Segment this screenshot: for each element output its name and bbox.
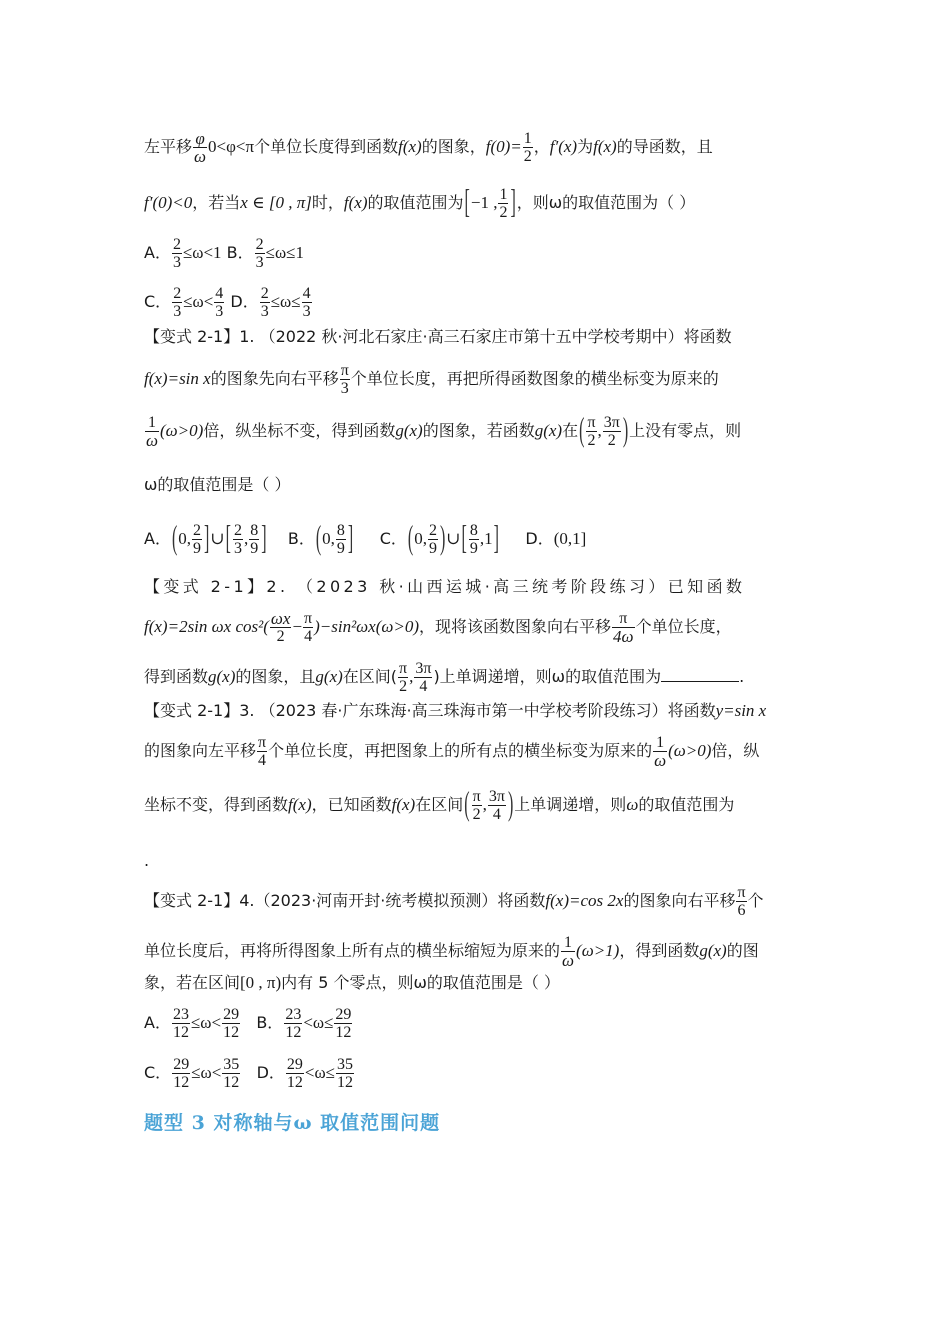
math-function: f(x)=sin x xyxy=(144,369,211,388)
q4-line-1: 【变式 2-1】4.（2023·河南开封·统考模拟预测）将函数f(x)=cos 2x的图象向右平移 $\frac{\pi}{6}$ 个 xyxy=(144,884,764,919)
q1-line-1 xyxy=(144,326,732,348)
math-function: f(x)=2sin ωx cos²( xyxy=(144,617,269,636)
range-lower: −1 , xyxy=(470,193,498,212)
answer-blank[interactable] xyxy=(661,667,739,682)
option-b-label: B． xyxy=(256,1013,284,1032)
q3-line-1 xyxy=(144,700,766,722)
option-b-label: B． xyxy=(226,243,254,262)
option-a: (0, $\frac{2}{9}$ ]∪[ $\frac{2}{3}$ , $\frac{8}{9}$ ] xyxy=(171,520,267,557)
section-heading: 题型 3 对称轴与ω 取值范围问题 xyxy=(144,1112,441,1134)
fraction-half: $\frac{1}{2}$ xyxy=(499,186,508,221)
question-source: （2023 春·广东珠海·高三珠海市第一中学校考阶段练习）将函数 xyxy=(259,701,716,720)
option-c: ≤ω< xyxy=(183,292,214,311)
option-b: <ω≤ xyxy=(303,1013,334,1032)
question-source: （2023 秋·山西运城·高三统考阶段练习）已知函数 xyxy=(297,577,746,596)
math-f0: f(0)= xyxy=(485,137,522,156)
option-c-label: C． xyxy=(379,529,407,548)
options-cd: C． $\frac{2}{3}$ ≤ω< $\frac{4}{3}$ D． $\frac{2}{3}$ ≤ω≤ $\frac{4}{3}$ xyxy=(144,285,311,320)
q1-line-3: $\frac{1}{\omega}$ (ω>0)倍，纵坐标不变，得到函数g(x)的图象，若函数g(x)在( $\frac{\pi}{2}$ , $\frac{3\pi}{2}$ )上没有零点，则 xyxy=(146,412,742,450)
problem-line-2: f′(0)<0，若当x ∈ [0 , π]时，f(x)的取值范围为[−1 , $\frac{1}{2}$ ]，则ω的取值范围为（ ） xyxy=(144,184,696,221)
option-a: ≤ω< xyxy=(190,1013,222,1032)
q1-options xyxy=(144,522,586,557)
q4-options-ab: A． $\frac{23}{12}$ ≤ω< $\frac{29}{12}$ B． $\frac{23}{12}$ <ω≤ $\frac{29}{12}$ xyxy=(144,1006,352,1041)
option-b-label: B． xyxy=(287,529,315,548)
option-b: (0, $\frac{8}{9}$ ] xyxy=(315,520,354,557)
fraction-phi-omega: $\frac{\varphi}{\omega}$ xyxy=(194,129,207,166)
option-c-label: C． xyxy=(144,1063,172,1082)
math-fx: f(x) xyxy=(398,137,422,156)
math-fprime-cond: f′(0)<0 xyxy=(144,193,193,212)
option-d: <ω≤ xyxy=(304,1063,335,1082)
option-d-label: D． xyxy=(256,1063,285,1082)
q3-line-3: 坐标不变，得到函数f(x)，已知函数f(x)在区间( $\frac{\pi}{2}$ , $\frac{3\pi}{4}$ )上单调递增，则ω的取值范围为 xyxy=(144,786,735,823)
option-d-label: D． xyxy=(230,292,259,311)
condition: 0<φ<π xyxy=(208,137,255,156)
option-d: (0,1] xyxy=(553,529,587,548)
q4-line-2: 单位长度后，再将所得图象上所有点的横坐标缩短为原来的 $\frac{1}{\omega}$ (ω>1)，得到函数g(x)的图 xyxy=(144,934,759,970)
q2-line-1 xyxy=(144,576,745,598)
question-source: （2023·河南开封·统考模拟预测）将函数 xyxy=(254,891,546,910)
option-a-label: A． xyxy=(144,529,171,548)
math-interval: [0 , π) xyxy=(240,973,282,992)
option-c-label: C． xyxy=(144,292,172,311)
math-gx: g(x) xyxy=(395,421,423,440)
math-function: f(x)=cos 2x xyxy=(545,891,624,910)
option-a: ≤ω<1 xyxy=(182,243,222,262)
option-a-label: A． xyxy=(144,1013,171,1032)
question-source: （2022 秋·河北石家庄·高三石家庄市第十五中学校考期中）将函数 xyxy=(259,327,732,346)
math-function: y=sin x xyxy=(715,701,767,720)
option-b: ≤ω≤1 xyxy=(265,243,304,262)
text: 左平移 xyxy=(144,137,193,156)
q2-line-2: f(x)=2sin ωx cos²( $\frac{\omega x}{2}$ − $\frac{\pi}{4}$ )−sin²ωx(ω>0)，现将该函数图象向右平移 $\frac{\pi}{4\omega}$ 个单位长度， xyxy=(144,609,732,646)
q1-line-4: ω的取值范围是（ ） xyxy=(144,475,291,494)
option-d-label: D． xyxy=(525,529,554,548)
math-fprime: f′(x) xyxy=(549,137,578,156)
question-tag: 【变式 2-1】4. xyxy=(144,891,255,910)
q3-line-2: 的图象向左平移 $\frac{\pi}{4}$ 个单位长度，再把图象上的所有点的横坐标变为原来的 $\frac{1}{\omega}$ (ω>0)倍，纵 xyxy=(144,734,760,770)
options-ab: A． $\frac{2}{3}$ ≤ω<1 B． $\frac{2}{3}$ ≤ω≤1 xyxy=(144,236,304,271)
option-d: ≤ω≤ xyxy=(270,292,301,311)
math-interval: x ∈ [0 , π] xyxy=(240,193,312,212)
question-tag: 【变式 2-1】1. xyxy=(144,327,255,346)
math-fx: f(x) xyxy=(288,795,312,814)
math-gx: g(x) xyxy=(699,941,727,960)
problem-line-1: 左平移 $\frac{\varphi}{\omega}$ 0<φ<π个单位长度得到函数f(x)的图象，f(0)= $\frac{1}{2}$ ，f′(x)为f(x)的导函数，且 xyxy=(144,129,713,166)
q4-options-cd: C． $\frac{29}{12}$ ≤ω< $\frac{35}{12}$ D． $\frac{29}{12}$ <ω≤ $\frac{35}{12}$ xyxy=(144,1056,353,1091)
q3-line-4: . xyxy=(144,851,150,870)
q1-line-2: f(x)=sin x的图象先向右平移 $\frac{\pi}{3}$ 个单位长度，再把所得函数图象的横坐标变为原来的 xyxy=(144,362,719,397)
math-gx: g(x) xyxy=(208,667,236,686)
option-c: ≤ω< xyxy=(191,1063,222,1082)
q4-line-3: 象，若在区间[0 , π)内有 5 个零点，则ω的取值范围是（ ） xyxy=(144,973,561,992)
question-tag: 【变式 2-1】3. xyxy=(144,701,255,720)
fraction-half: $\frac{1}{2}$ xyxy=(523,130,532,165)
q2-line-3: 得到函数g(x)的图象，且g(x)在区间( $\frac{\pi}{2}$ , $\frac{3\pi}{4}$ )上单调递增，则ω的取值范围为 . xyxy=(144,660,745,695)
option-a-label: A． xyxy=(144,243,171,262)
question-tag: 【变式 2-1】2. xyxy=(144,577,289,596)
option-c: (0, $\frac{2}{9}$ )∪[ $\frac{8}{9}$ ,1] xyxy=(407,520,499,557)
